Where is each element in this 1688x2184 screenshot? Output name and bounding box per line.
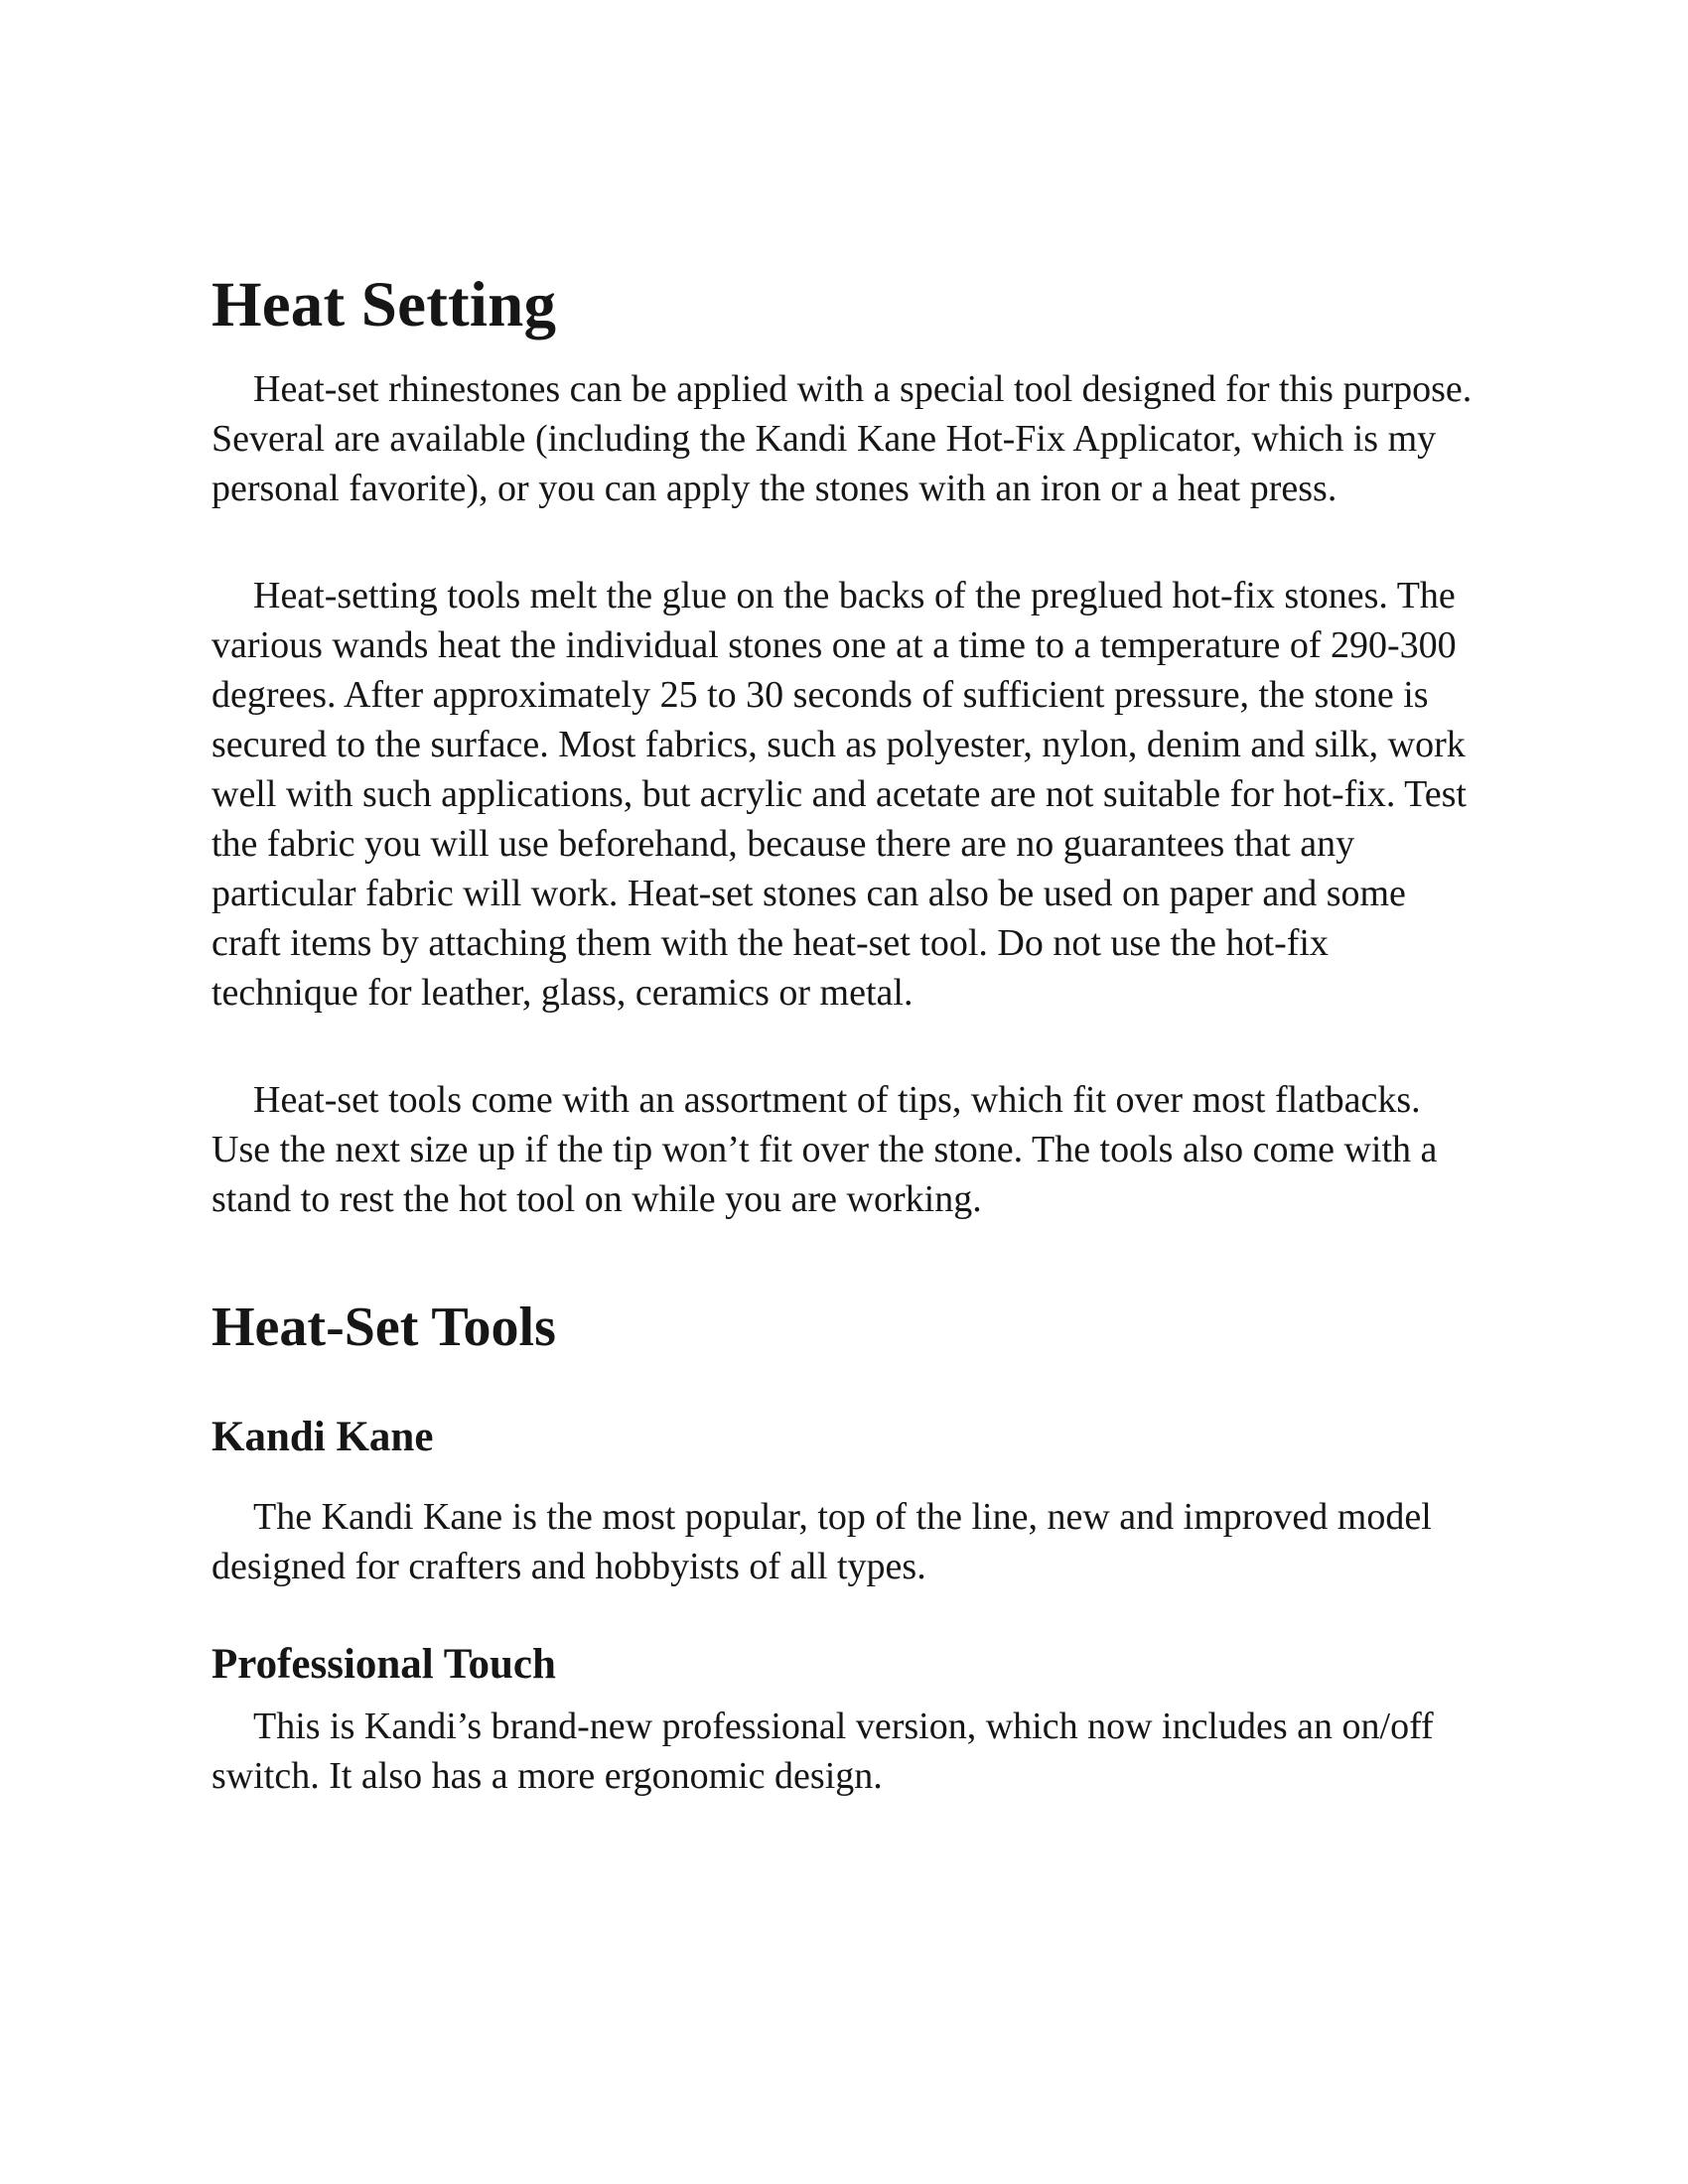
section-title: Heat Setting bbox=[211, 269, 557, 341]
tools-heading: Heat-Set Tools bbox=[211, 1297, 556, 1358]
paragraph-heat-setting-tools: Heat-setting tools melt the glue on the backs of the preglued hot-fix stones. The various wands heat the individual stones one at a time to a temperature of 290-300 degrees. After approximately 25 to 30 seconds of sufficient pressure, the stone is secured to the surface. Most fabrics, such as polyester, nylon, denim and silk, work well with such applications, but acrylic and acetate are not suitable for hot-fix. Test the fabric you will use beforehand, because there are no guarantees that any particular fabric will work. Heat-set stones can also be used on paper and some craft items by attaching them with the heat-set tool. Do not use the hot-fix technique for leather, glass, ceramics or metal. bbox=[211, 575, 1467, 1014]
tool-heading-kandi-kane: Kandi Kane bbox=[211, 1414, 434, 1460]
paragraph-tips: Heat-set tools come with an assortment of tips, which fit over most flatbacks. Use the next size up if the tip won’t fit over the stone. The tools also come with a stand to rest the hot tool on while you are working. bbox=[211, 1079, 1438, 1220]
paragraph-intro: Heat-set rhinestones can be applied with a special tool designed for this purpose. Several are available (including the Kandi Kane Hot-Fix Applicator, which is my personal favorite), or you can apply the stones with an iron or a heat press. bbox=[211, 368, 1473, 509]
tool-heading-professional-touch: Professional Touch bbox=[211, 1641, 556, 1688]
tool-description-kandi-kane: The Kandi Kane is the most popular, top of the line, new and improved model designed for crafters and hobbyists of all types. bbox=[211, 1496, 1432, 1587]
tool-description-professional-touch: This is Kandi’s brand-new professional version, which now includes an on/off switch. It also has a more ergonomic design. bbox=[211, 1706, 1434, 1797]
